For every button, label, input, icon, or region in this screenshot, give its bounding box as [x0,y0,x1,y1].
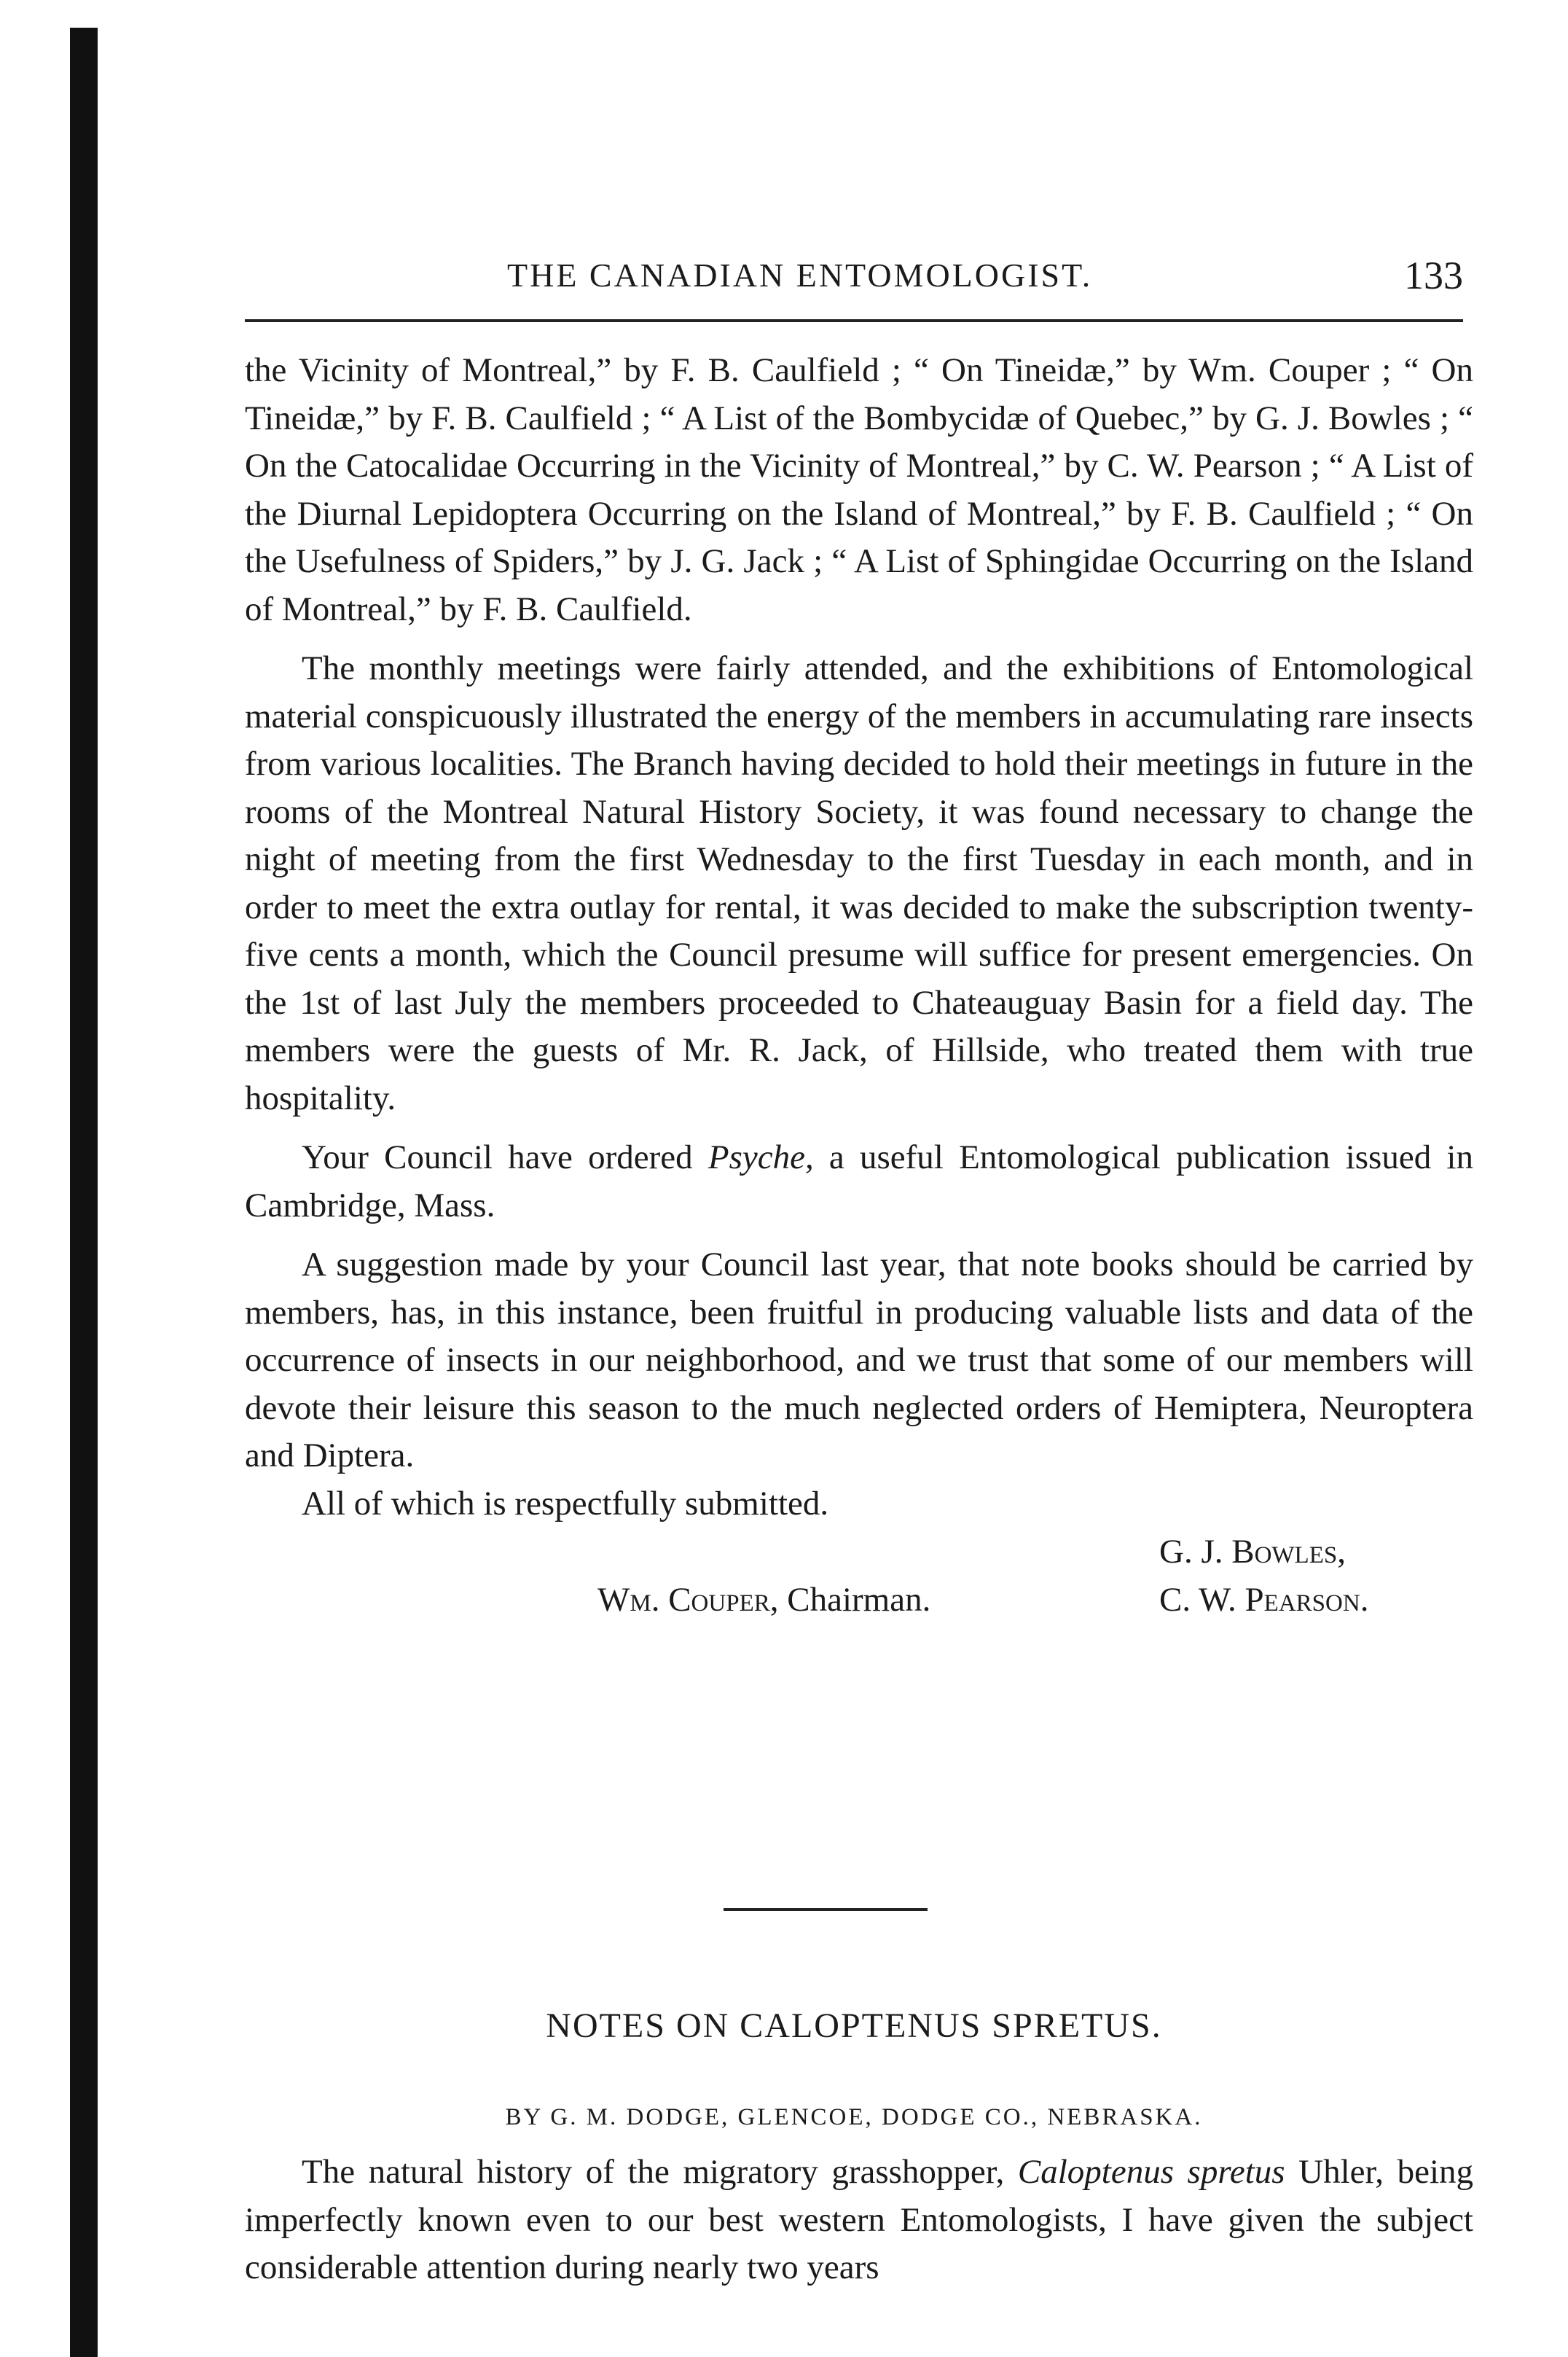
paragraph-monthly-meetings: The monthly meetings were fairly attended, and the exhibitions of Entomological material conspicuously illustrated the energy of the members in accumulating rare insects from various localities. The Branch having decided to hold their meetings in future in the rooms of the Montreal Natural History Society, it was found necessary to change the night of meeting from the first Wednesday to the first Tuesday in each month, and in order to meet the extra outlay for rental, it was decided to make the subscription twenty-five cents a month, which the Council presume will suffice for present emergencies. On the 1st of last July the members proceeded to Chateauguay Basin for a field day. The members were the guests of Mr. R. Jack, of Hillside, who treated them with true hospitality. [245,649,1473,1117]
article-byline: BY G. M. DODGE, GLENCOE, DODGE CO., NEBRASKA. [505,2104,1203,2130]
species-name: Caloptenus spretus [1017,2153,1285,2191]
signature-pearson: C. W. Pearson. [1159,1581,1369,1619]
running-title: THE CANADIAN ENTOMOLOGIST. [507,257,1093,294]
page-binding-shadow [70,28,98,2357]
section-divider [724,1908,928,1911]
chairman-role: Chairman. [787,1581,931,1619]
report-body [245,347,1473,1624]
intro-text-after: Uhler, being imperfectly known even to our best western Entomologists, I have given the subject considerable attention during nearly two years [245,2153,1473,2286]
psyche-title: Psyche, [707,1138,814,1176]
signature-chairman [597,1576,930,1624]
paragraph-continued: the Vicinity of Montreal,” by F. B. Caulfield ; “ On Tineidæ,” by Wm. Couper ; “ On Tineidæ,” by F. B. Caulfield ; “ A List of the Bombycidæ of Quebec,” by G. J. Bowles ; “ On the Catocalidae Occurring in the Vicinity of Montreal,” by C. W. Pearson ; “ A List of the Diurnal Lepidoptera Occurring on the Island of Montreal,” by F. B. Caulfield ; “ On the Usefulness of Spiders,” by J. G. Jack ; “ A List of Sphingidae Occurring on the Island of Montreal,” by F. B. Caulfield. [245,351,1473,628]
article-intro [245,2149,1473,2292]
signature-block [245,1528,1473,1624]
signatories [1159,1528,1368,1624]
intro-text-before: The natural history of the migratory grasshopper, [302,2153,1018,2191]
paragraph-psyche [245,1134,1473,1230]
page-number: 133 [1404,254,1463,297]
paragraph-closing: All of which is respectfully submitted. [302,1484,829,1523]
chairman-name: Wm. Couper, [597,1581,779,1619]
psyche-text-before: Your Council have ordered [302,1138,708,1176]
psyche-text-after: a useful Entomological publication issued in Cambridge, Mass. [245,1138,1473,1224]
article-body [245,2149,1473,2292]
page-header [245,246,1463,305]
signature-bowles: G. J. Bowles, [1159,1533,1346,1571]
paragraph-suggestion: A suggestion made by your Council last year, that note books should be carried by members, has, in this instance, been fruitful in producing valuable lists and data of the occurrence of insects in our neighborhood, and we trust that some of our members will devote their leisure this season to the much neglected orders of Hemiptera, Neuroptera and Diptera. [245,1246,1473,1474]
header-rule [245,319,1463,322]
article-title: NOTES ON CALOPTENUS SPRETUS. [546,2006,1162,2045]
